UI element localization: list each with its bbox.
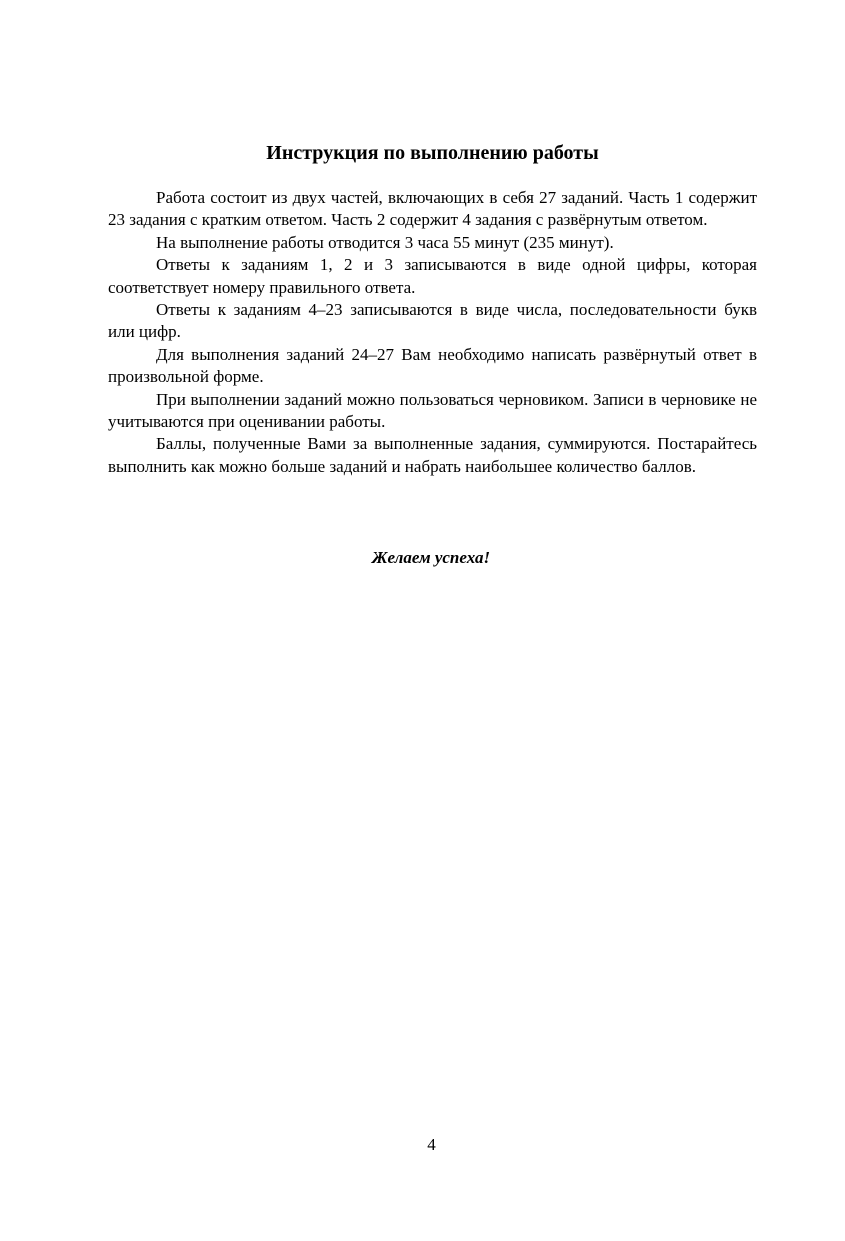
paragraph-draft: При выполнении заданий можно пользоваться черновиком. Записи в черновике не учитываются при оценивании работы. (108, 389, 757, 432)
paragraph-answers-24-27: Для выполнения заданий 24–27 Вам необходимо написать развёрнутый ответ в произвольной форме. (108, 344, 757, 387)
instructions-body (108, 187, 757, 478)
page-number: 4 (427, 1135, 436, 1154)
paragraph-answers-4-23: Ответы к заданиям 4–23 записываются в виде числа, последовательности букв или цифр. (108, 300, 757, 342)
paragraph-points: Баллы, полученные Вами за выполненные задания, суммируются. Постарайтесь выполнить как можно больше заданий и набрать наибольшее количество баллов. (108, 434, 757, 476)
paragraph-parts: Работа состоит из двух частей, включающих в себя 27 заданий. Часть 1 содержит 23 задания с кратким ответом. Часть 2 содержит 4 задания с развёрнутым ответом. (108, 188, 757, 230)
document-title: Инструкция по выполнению работы (266, 142, 599, 164)
closing-wish: Желаем успеха! (371, 548, 491, 567)
paragraph-duration: На выполнение работы отводится 3 часа 55 минут (235 минут). (156, 232, 614, 252)
paragraph-answers-1-3: Ответы к заданиям 1, 2 и 3 записываются в виде одной цифры, которая соответствует номеру правильного ответа. (108, 255, 757, 297)
